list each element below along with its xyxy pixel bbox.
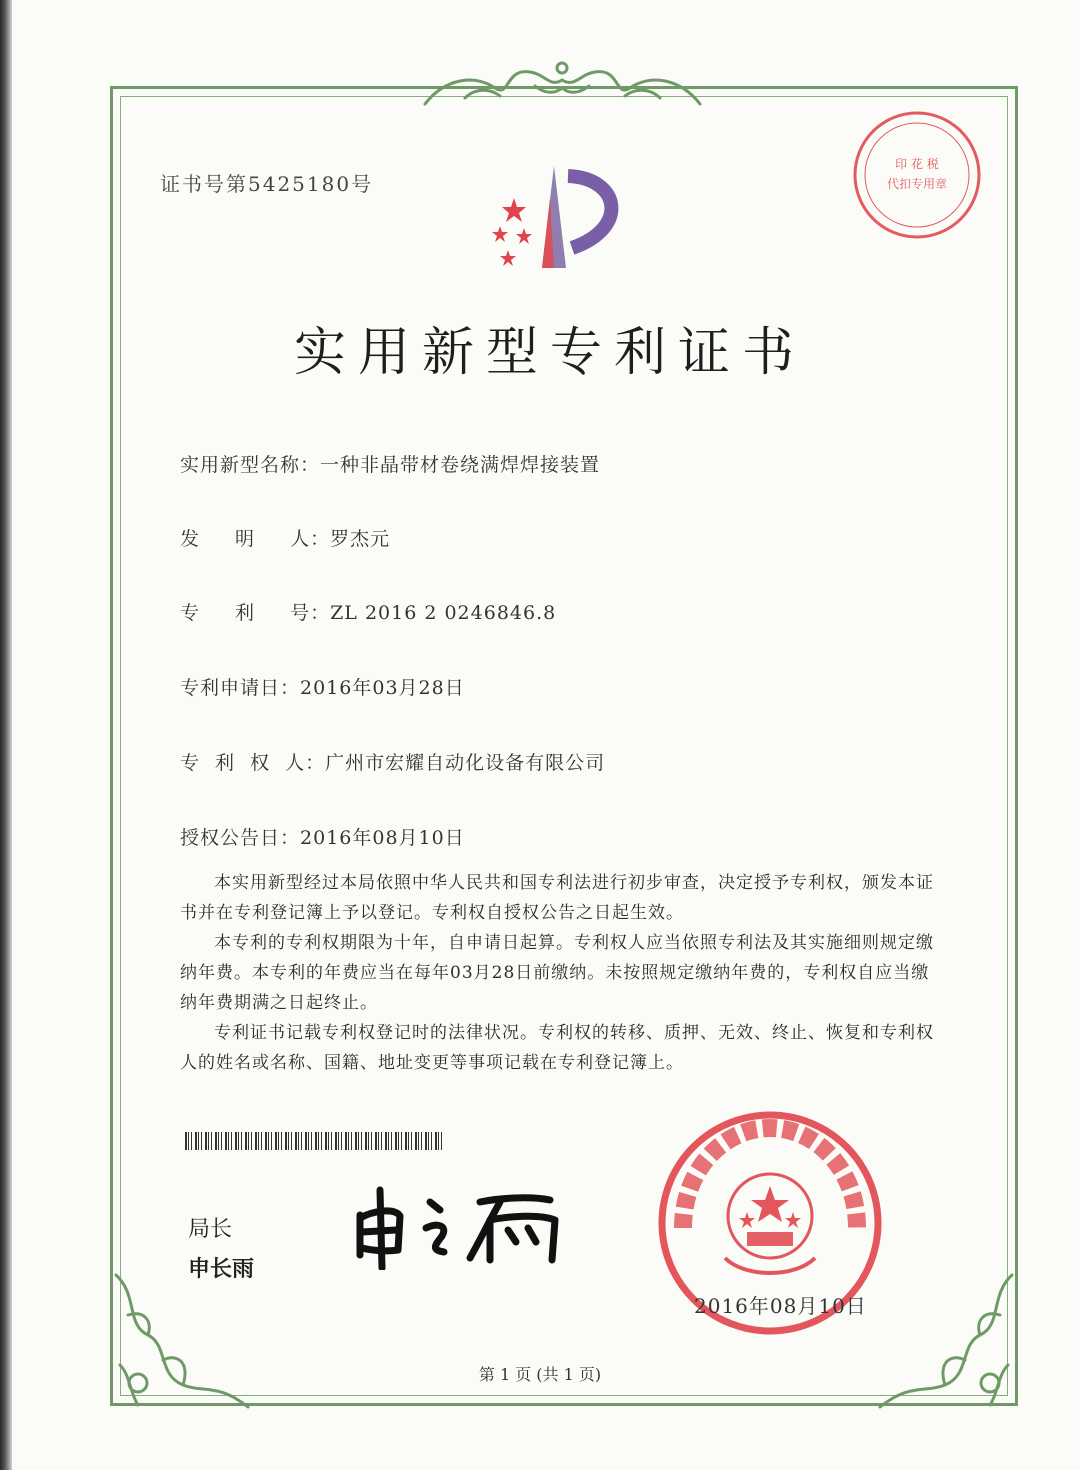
barcode-bar — [348, 1132, 349, 1150]
barcode-bar — [361, 1132, 362, 1150]
barcode-bar — [311, 1132, 312, 1150]
barcode-bar — [211, 1132, 212, 1150]
barcode-bar — [335, 1132, 337, 1150]
field-utility-model-name — [180, 450, 600, 477]
barcode-bar — [225, 1132, 227, 1150]
barcode-bar — [368, 1132, 369, 1150]
barcode-bar — [351, 1132, 352, 1150]
barcode-bar — [328, 1132, 329, 1150]
barcode-bar — [441, 1132, 442, 1150]
barcode-bar — [325, 1132, 327, 1150]
barcode-bar — [251, 1132, 252, 1150]
barcode-bar — [198, 1132, 199, 1150]
barcode-bar — [395, 1132, 397, 1150]
certificate-body — [180, 868, 940, 1078]
barcode-bar — [281, 1132, 282, 1150]
field-value: 一种非晶带材卷绕满焊焊接装置 — [320, 454, 601, 476]
barcode-bar — [331, 1132, 332, 1150]
patent-office-emblem — [480, 158, 640, 283]
barcode-bar — [238, 1132, 239, 1150]
barcode-bar — [221, 1132, 222, 1150]
tax-stamp-seal — [850, 108, 985, 243]
barcode-bar — [308, 1132, 309, 1150]
field-value: 2016年08月10日 — [300, 827, 465, 849]
barcode-bar — [218, 1132, 219, 1150]
barcode-bar — [421, 1132, 422, 1150]
field-value: ZL 2016 2 0246846.8 — [330, 602, 557, 624]
body-paragraph: 专利证书记载专利权登记时的法律状况。专利权的转移、质押、无效、终止、恢复和专利权人的姓名或名称、国籍、地址变更等事项记载在专利登记簿上。 — [180, 1023, 934, 1073]
barcode-bar — [391, 1132, 392, 1150]
barcode-bar — [438, 1132, 439, 1150]
barcode-bar — [408, 1132, 409, 1150]
body-paragraph: 本专利的专利权期限为十年，自申请日起算。专利权人应当依照专利法及其实施细则规定缴纳年费。本专利的年费应当在每年03月28日前缴纳。未按照规定缴纳年费的，专利权自应当缴纳年费期满之日起终止。 — [180, 933, 934, 1013]
barcode-bar — [285, 1132, 287, 1150]
barcode-bar — [411, 1132, 412, 1150]
barcode-bar — [188, 1132, 189, 1150]
barcode-bar — [301, 1132, 302, 1150]
scan-edge — [0, 0, 12, 1470]
barcode-bar — [305, 1132, 307, 1150]
barcode-bar — [378, 1132, 379, 1150]
barcode-bar — [371, 1132, 372, 1150]
director-title: 局长 — [188, 1217, 233, 1242]
field-grant-date — [180, 823, 465, 850]
barcode — [185, 1132, 447, 1150]
barcode-bar — [385, 1132, 387, 1150]
barcode-bar — [375, 1132, 377, 1150]
barcode-bar — [205, 1132, 207, 1150]
barcode-bar — [208, 1132, 209, 1150]
barcode-bar — [248, 1132, 249, 1150]
field-label: 专 利 权 人： — [180, 752, 326, 774]
barcode-bar — [318, 1132, 319, 1150]
barcode-bar — [338, 1132, 339, 1150]
barcode-bar — [298, 1132, 299, 1150]
issue-date: 2016年08月10日 — [694, 1294, 867, 1318]
barcode-bar — [191, 1132, 192, 1150]
field-value: 广州市宏耀自动化设备有限公司 — [325, 752, 606, 774]
field-value: 2016年03月28日 — [300, 677, 465, 699]
barcode-bar — [268, 1132, 269, 1150]
barcode-bar — [418, 1132, 419, 1150]
field-label: 发 明 人： — [180, 528, 331, 550]
barcode-bar — [435, 1132, 437, 1150]
barcode-bar — [278, 1132, 279, 1150]
barcode-bar — [201, 1132, 202, 1150]
barcode-bar — [231, 1132, 232, 1150]
barcode-bar — [355, 1132, 357, 1150]
field-label: 专 利 号： — [180, 602, 331, 624]
svg-text:代扣专用章: 代扣专用章 — [886, 177, 948, 191]
page-number: 第 1 页 (共 1 页) — [478, 1365, 602, 1384]
barcode-bar — [291, 1132, 292, 1150]
barcode-bar — [358, 1132, 359, 1150]
barcode-bar — [288, 1132, 289, 1150]
barcode-bar — [405, 1132, 407, 1150]
barcode-bar — [295, 1132, 297, 1150]
barcode-bar — [228, 1132, 229, 1150]
barcode-bar — [365, 1132, 367, 1150]
field-label: 实用新型名称： — [180, 454, 321, 476]
field-label: 授权公告日： — [180, 827, 301, 849]
field-patentee — [180, 748, 605, 775]
svg-text:印 花 税: 印 花 税 — [895, 157, 939, 171]
barcode-bar — [388, 1132, 389, 1150]
certificate-title: 实用新型专利证书 — [293, 323, 806, 383]
certificate-number: 证书号第5425180号 — [160, 172, 374, 196]
barcode-bar — [245, 1132, 247, 1150]
director-name: 申长雨 — [188, 1257, 255, 1282]
field-application-date — [180, 673, 465, 700]
body-paragraph: 本实用新型经过本局依照中华人民共和国专利法进行初步审查，决定授予专利权，颁发本证书并在专利登记簿上予以登记。专利权自授权公告之日起生效。 — [180, 873, 934, 923]
barcode-bar — [341, 1132, 342, 1150]
barcode-bar — [415, 1132, 417, 1150]
barcode-bar — [255, 1132, 257, 1150]
barcode-bar — [195, 1132, 197, 1150]
barcode-bar — [398, 1132, 399, 1150]
barcode-bar — [275, 1132, 277, 1150]
director-signature — [340, 1180, 580, 1270]
barcode-bar — [185, 1132, 187, 1150]
barcode-bar — [431, 1132, 432, 1150]
barcode-bar — [428, 1132, 429, 1150]
field-value: 罗杰元 — [330, 528, 391, 550]
field-label: 专利申请日： — [180, 677, 301, 699]
barcode-bar — [381, 1132, 382, 1150]
barcode-bar — [215, 1132, 217, 1150]
top-ornament — [405, 58, 720, 110]
barcode-bar — [235, 1132, 237, 1150]
bottom-right-ornament — [870, 1265, 1020, 1415]
field-inventor — [180, 524, 390, 551]
barcode-bar — [321, 1132, 322, 1150]
barcode-bar — [258, 1132, 259, 1150]
bottom-left-ornament — [108, 1265, 258, 1415]
barcode-bar — [315, 1132, 317, 1150]
barcode-bar — [271, 1132, 272, 1150]
barcode-bar — [425, 1132, 427, 1150]
barcode-bar — [265, 1132, 267, 1150]
barcode-bar — [345, 1132, 347, 1150]
field-patent-number — [180, 598, 556, 625]
barcode-bar — [401, 1132, 402, 1150]
barcode-bar — [261, 1132, 262, 1150]
barcode-bar — [241, 1132, 242, 1150]
